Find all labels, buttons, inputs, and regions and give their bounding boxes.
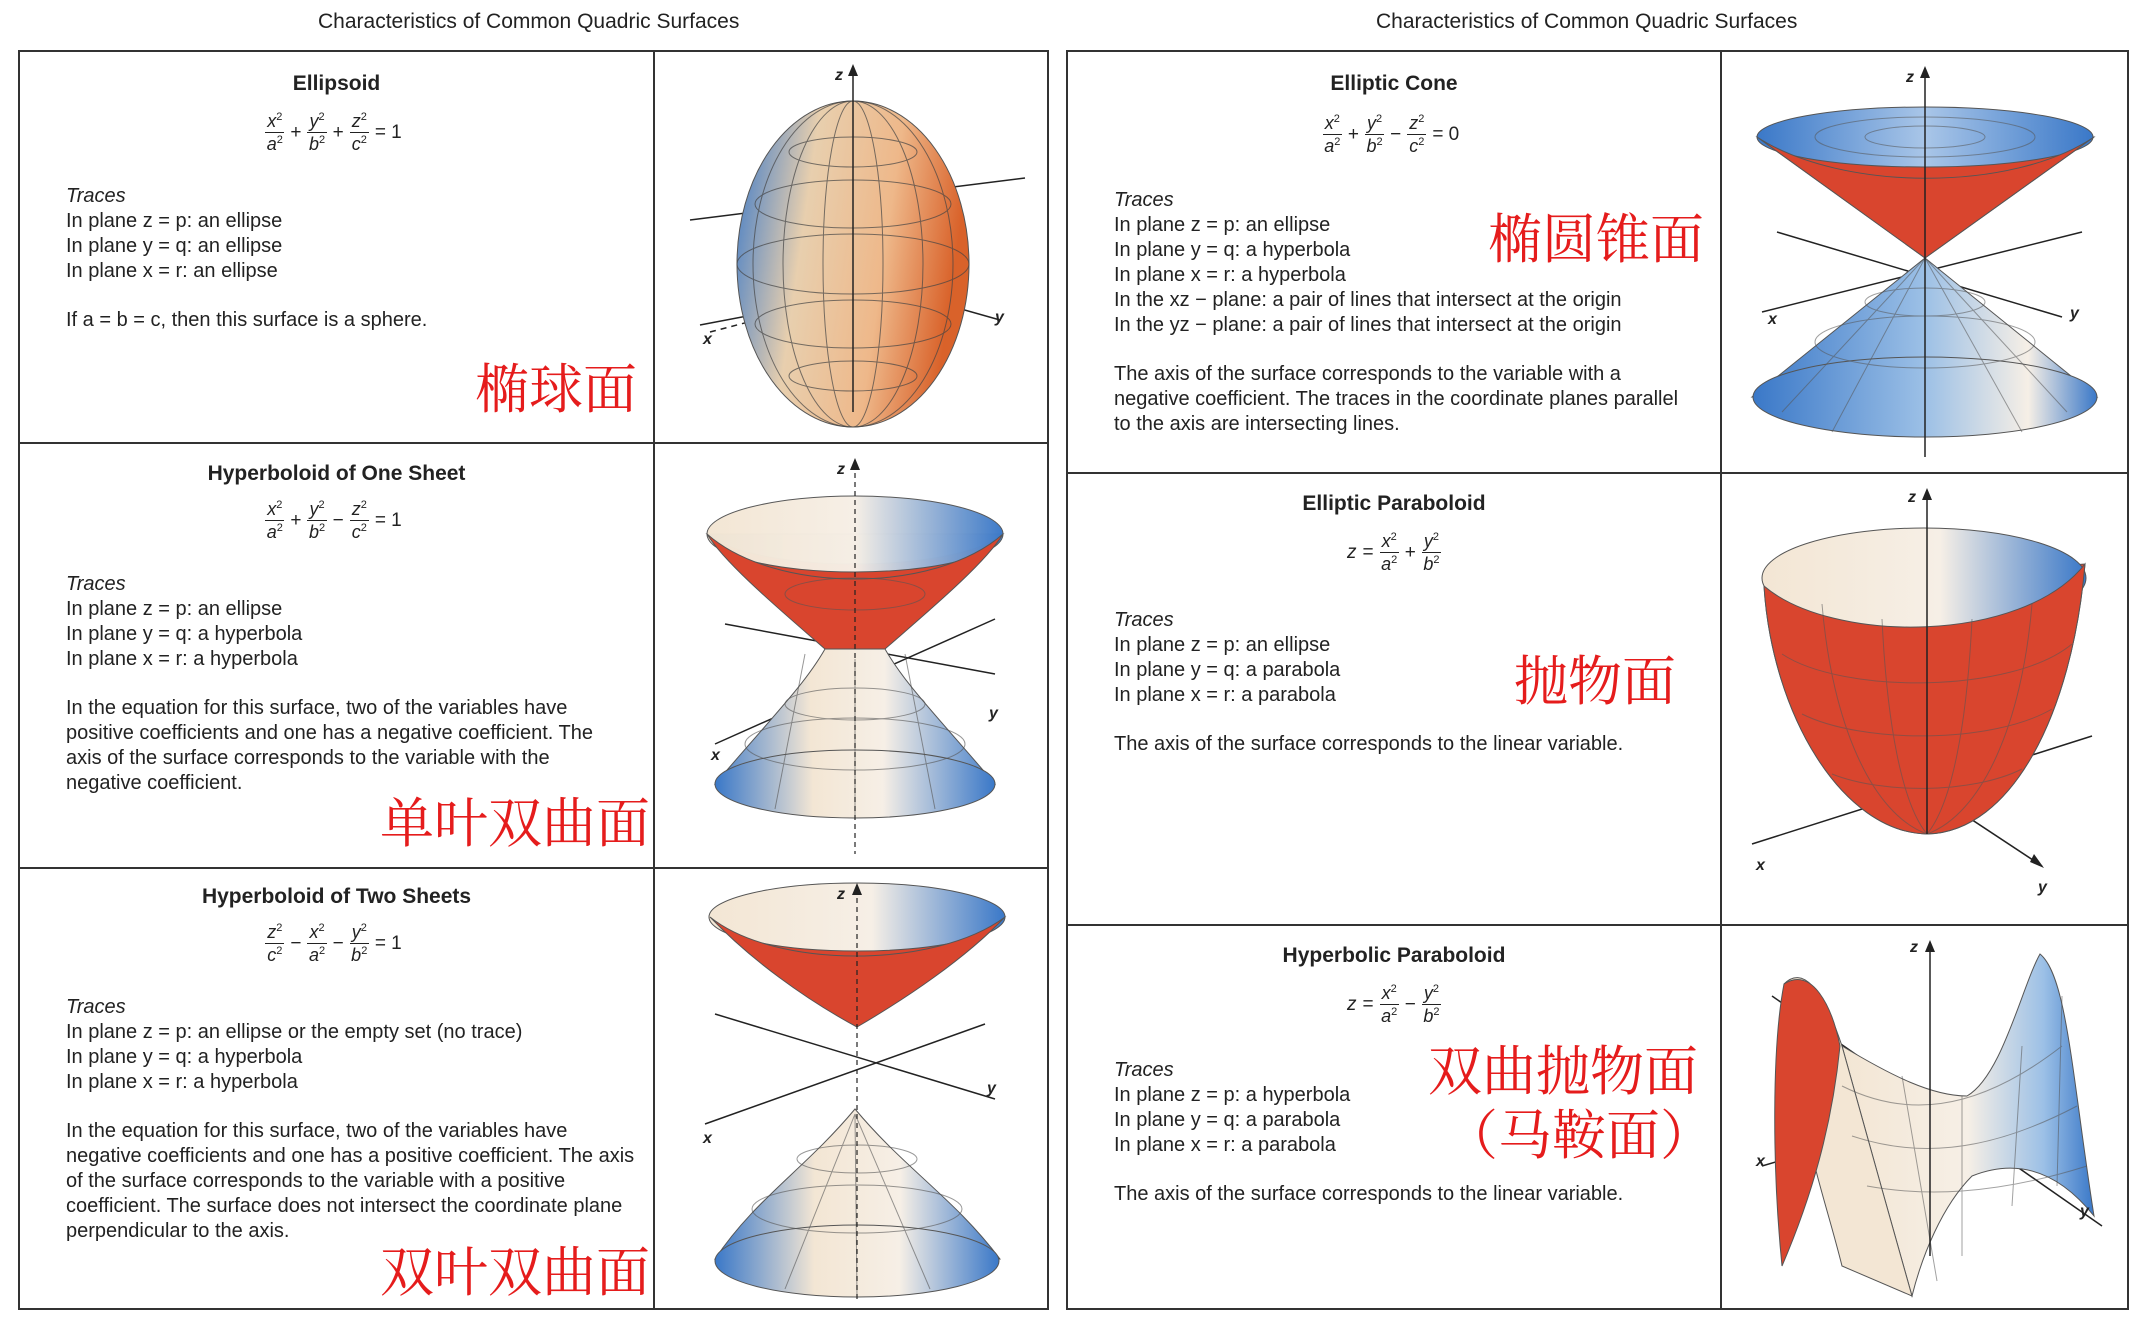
trace-item: In plane y = q: a parabola xyxy=(1114,1109,1341,1131)
trace-item: In plane z = p: an ellipse xyxy=(1114,634,1331,656)
hyperboloid-one-figure xyxy=(655,444,1049,867)
right-table xyxy=(1066,50,2129,1310)
x-axis-label: x xyxy=(1756,1153,1765,1170)
hyperboloid-one-equation: $\frac{x^2}{a^2}$ + $\frac{y^2}{b^2}$ − $\frac{z^2}{c^2}$ = 1 xyxy=(266,499,402,542)
y-axis-label: y xyxy=(2038,879,2047,896)
left-table-title: Characteristics of Common Quadric Surfaces xyxy=(318,10,740,33)
left-table xyxy=(18,50,1049,1310)
trace-item: In plane z = p: an ellipse xyxy=(66,210,283,232)
ellipsoid-name: Ellipsoid xyxy=(292,72,381,95)
ellipsoid-figure xyxy=(655,52,1049,442)
traces-label: Traces xyxy=(1114,609,1174,631)
trace-item: In plane x = r: a parabola xyxy=(1114,1134,1336,1156)
elliptic-cone-name: Elliptic Cone xyxy=(1330,72,1458,95)
trace-item: In the yz − plane: a pair of lines that intersect at the origin xyxy=(1114,314,1622,336)
trace-item: In the xz − plane: a pair of lines that intersect at the origin xyxy=(1114,289,1622,311)
x-axis-label: x xyxy=(703,331,712,348)
ellipsoid-chinese-label: 椭球面 xyxy=(475,358,637,421)
x-axis-label: x xyxy=(1756,857,1765,874)
y-axis-label: y xyxy=(995,309,1004,326)
elliptic-paraboloid-figure-cell xyxy=(1722,474,2129,924)
trace-item: In plane y = q: a parabola xyxy=(1114,659,1341,681)
ellipsoid-equation: $\frac{x^2}{a^2}$ + $\frac{y^2}{b^2}$ + $\frac{z^2}{c^2}$ = 1 xyxy=(266,111,402,154)
ellipsoid-text-cell xyxy=(20,52,653,442)
elliptic-cone-text-cell xyxy=(1068,52,1720,472)
elliptic-paraboloid-equation: z = $\frac{x^2}{a^2}$ + $\frac{y^2}{b^2}$ xyxy=(1347,531,1440,574)
trace-item: In plane x = r: an ellipse xyxy=(66,260,278,282)
trace-item: In plane y = q: an ellipse xyxy=(66,235,283,257)
z-axis-label: z xyxy=(1908,489,1916,506)
hyperbolic-paraboloid-chinese-label: 双曲抛物面 xyxy=(1428,1040,1698,1103)
hyperboloid-two-equation: $\frac{z^2}{c^2}$ − $\frac{x^2}{a^2}$ − $\frac{y^2}{b^2}$ = 1 xyxy=(267,922,402,965)
x-axis-label: x xyxy=(711,747,720,764)
hyperbolic-paraboloid-figure xyxy=(1722,926,2129,1308)
z-axis-label: z xyxy=(837,461,845,478)
y-axis-label: y xyxy=(987,1080,996,1097)
elliptic-cone-chinese-label: 椭圆锥面 xyxy=(1488,208,1704,271)
elliptic-paraboloid-note: The axis of the surface corresponds to the linear variable. xyxy=(1114,733,1624,755)
hyperbolic-paraboloid-text-cell xyxy=(1068,926,1720,1308)
hyperbolic-paraboloid-figure-cell xyxy=(1722,926,2129,1308)
y-axis-label: y xyxy=(989,705,998,722)
traces-label: Traces xyxy=(66,185,126,207)
y-axis-label: y xyxy=(2080,1203,2089,1220)
trace-item: In plane x = r: a hyperbola xyxy=(1114,264,1346,286)
trace-item: In plane y = q: a hyperbola xyxy=(1114,239,1351,261)
z-axis-label: z xyxy=(835,67,843,84)
trace-item: In plane z = p: an ellipse xyxy=(66,598,283,620)
hyperboloid-one-chinese-label: 单叶双曲面 xyxy=(380,792,650,855)
traces-label: Traces xyxy=(66,573,126,595)
x-axis-label: x xyxy=(703,1130,712,1147)
x-axis-label: x xyxy=(1768,311,1777,328)
hyperboloid-two-text-cell xyxy=(20,869,653,1308)
y-axis-label: y xyxy=(2070,305,2079,322)
z-axis-label: z xyxy=(837,886,845,903)
hyperboloid-two-figure xyxy=(655,869,1049,1308)
trace-item: In plane x = r: a hyperbola xyxy=(66,648,298,670)
traces-label: Traces xyxy=(1114,1059,1174,1081)
trace-item: In plane x = r: a hyperbola xyxy=(66,1071,298,1093)
hyperboloid-one-traces xyxy=(66,572,626,796)
traces-label: Traces xyxy=(1114,189,1174,211)
z-axis-label: z xyxy=(1910,939,1918,956)
elliptic-paraboloid-chinese-label: 抛物面 xyxy=(1514,650,1676,713)
hyperbolic-paraboloid-name: Hyperbolic Paraboloid xyxy=(1282,944,1506,967)
trace-item: In plane z = p: an ellipse or the empty set (no trace) xyxy=(66,1021,523,1043)
trace-item: In plane z = p: a hyperbola xyxy=(1114,1084,1351,1106)
elliptic-paraboloid-name: Elliptic Paraboloid xyxy=(1302,492,1486,515)
elliptic-cone-figure xyxy=(1722,52,2129,472)
z-axis-label: z xyxy=(1906,69,1914,86)
trace-item: In plane z = p: an ellipse xyxy=(1114,214,1331,236)
hyperbolic-paraboloid-note: The axis of the surface corresponds to the linear variable. xyxy=(1114,1183,1624,1205)
hyperboloid-two-name: Hyperboloid of Two Sheets xyxy=(201,885,472,908)
hyperbolic-paraboloid-equation: z = $\frac{x^2}{a^2}$ − $\frac{y^2}{b^2}$ xyxy=(1347,983,1440,1026)
hyperboloid-one-figure-cell xyxy=(655,444,1049,867)
hyperboloid-two-figure-cell xyxy=(655,869,1049,1308)
elliptic-cone-note: The axis of the surface corresponds to the variable with a negative coefficient. The traces in the coordinate planes parallel to the axis are intersecting lines. xyxy=(1114,363,1679,435)
hyperboloid-one-note: In the equation for this surface, two of the variables have positive coefficients and one has a negative coefficient. The axis of the surface corresponds to the variable with the negative coefficient. xyxy=(66,697,594,794)
trace-item: In plane x = r: a parabola xyxy=(1114,684,1336,706)
elliptic-paraboloid-figure xyxy=(1722,474,2129,924)
elliptic-cone-equation: $\frac{x^2}{a^2}$ + $\frac{y^2}{b^2}$ − $\frac{z^2}{c^2}$ = 0 xyxy=(1324,113,1460,156)
ellipsoid-traces xyxy=(66,184,626,333)
right-table-title: Characteristics of Common Quadric Surfaces xyxy=(1376,10,1798,33)
hyperboloid-two-traces xyxy=(66,995,646,1244)
ellipsoid-note: If a = b = c, then this surface is a sphere. xyxy=(66,309,428,331)
trace-item: In plane y = q: a hyperbola xyxy=(66,1046,303,1068)
traces-label: Traces xyxy=(66,996,126,1018)
elliptic-paraboloid-text-cell xyxy=(1068,474,1720,924)
hyperboloid-one-text-cell xyxy=(20,444,653,867)
trace-item: In plane y = q: a hyperbola xyxy=(66,623,303,645)
hyperboloid-two-chinese-label: 双叶双曲面 xyxy=(380,1241,650,1304)
hyperbolic-paraboloid-chinese-sublabel: （马鞍面） xyxy=(1444,1104,1714,1167)
hyperboloid-two-note: In the equation for this surface, two of the variables have negative coefficients and one has a positive coefficient. The axis of the surface corresponds to the variable with a positive coefficient. The surface does not intersect the coordinate plane perpendicular to the axis. xyxy=(66,1120,635,1242)
ellipsoid-figure-cell xyxy=(655,52,1049,442)
elliptic-cone-figure-cell xyxy=(1722,52,2129,472)
hyperboloid-one-name: Hyperboloid of One Sheet xyxy=(207,462,466,485)
